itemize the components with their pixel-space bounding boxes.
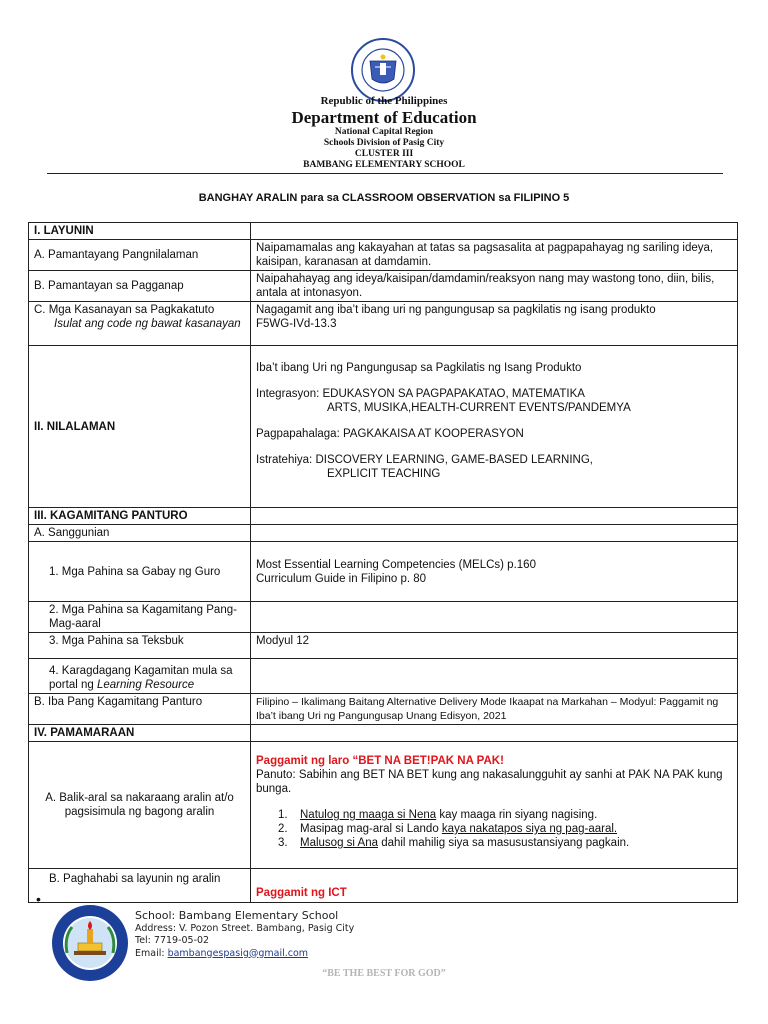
section-heading: II. NILALAMAN bbox=[29, 346, 251, 508]
underlined-text: Malusog si Ana bbox=[300, 837, 378, 849]
section-heading: III. KAGAMITANG PANTURO bbox=[29, 508, 251, 525]
table-row bbox=[29, 742, 738, 869]
region-line: National Capital Region bbox=[334, 127, 434, 137]
list-item bbox=[278, 808, 732, 822]
table-row bbox=[29, 659, 738, 694]
table-row bbox=[29, 240, 738, 271]
school-line bbox=[135, 910, 354, 923]
nilalaman-cell bbox=[251, 346, 738, 508]
empty-cell bbox=[251, 508, 738, 525]
panuto-text: Panuto: Sabihin ang BET NA BET kung ang nakasalungguhit ay sanhi at PAK NA PAK kung bunga. bbox=[256, 769, 723, 795]
competency-code: F5WG-IVd-13.3 bbox=[256, 318, 337, 330]
school-motto: “BE THE BEST FOR GOD” bbox=[322, 968, 446, 979]
table-row bbox=[29, 525, 738, 542]
row-label: C. Mga Kasanayan sa Pagkakatuto bbox=[34, 304, 215, 316]
row-label: 4. Karagdagang Kagamitan mula sa portal ng bbox=[49, 665, 233, 691]
istratehiya-text: Istratehiya: DISCOVERY LEARNING, GAME-BASED LEARNING, bbox=[256, 454, 594, 466]
school-contact-info bbox=[135, 910, 354, 960]
integrasyon-text: Integrasyon: EDUKASYON SA PAGPAPAKATAO, MATEMATIKA bbox=[256, 388, 585, 400]
empty-cell bbox=[251, 525, 738, 542]
row-value: Filipino – Ikalimang Baitang Alternative Delivery Mode Ikaapat na Markahan – Modyul: Paggamit ng Iba’t ibang Uri ng Pangungusap Unang Edisyon, 2021 bbox=[251, 694, 738, 725]
document-title: BANGHAY ARALIN para sa CLASSROOM OBSERVATION sa FILIPINO 5 bbox=[198, 192, 570, 204]
table-row bbox=[29, 542, 738, 602]
row-value-cell bbox=[251, 302, 738, 346]
row-label: B. Iba Pang Kagamitang Panturo bbox=[29, 694, 251, 725]
list-text: Masipag mag-aral si Lando bbox=[300, 823, 442, 835]
table-row bbox=[29, 346, 738, 508]
email-line bbox=[135, 948, 354, 961]
tel-line: Tel: 7719-05-02 bbox=[135, 935, 210, 946]
empty-cell bbox=[251, 725, 738, 742]
row-label-italic: Learning Resource bbox=[96, 679, 195, 691]
table-row bbox=[29, 302, 738, 346]
section-heading-row bbox=[29, 725, 738, 742]
row-label: 1. Mga Pahina sa Gabay ng Guro bbox=[29, 542, 251, 602]
school-line: BAMBANG ELEMENTARY SCHOOL bbox=[303, 160, 465, 170]
school-name: Bambang Elementary School bbox=[178, 909, 339, 922]
section-heading: IV. PAMAMARAAN bbox=[29, 725, 251, 742]
table-row bbox=[29, 633, 738, 659]
row-label-cell bbox=[29, 302, 251, 346]
list-item bbox=[278, 836, 732, 850]
table-row bbox=[29, 271, 738, 302]
row-label: B. Paghahabi sa layunin ng aralin bbox=[29, 869, 251, 903]
row-value: Paggamit ng ICT bbox=[251, 869, 738, 903]
empty-cell bbox=[251, 659, 738, 694]
row-value-cell bbox=[251, 542, 738, 602]
department-name: Department of Education bbox=[291, 108, 477, 127]
row-label: B. Pamantayan sa Pagganap bbox=[29, 271, 251, 302]
email-prefix: Email: bbox=[135, 947, 168, 959]
table-row bbox=[29, 869, 738, 903]
empty-cell bbox=[251, 602, 738, 633]
section-heading: I. LAYUNIN bbox=[29, 223, 251, 240]
integrasyon-text-cont: ARTS, MUSIKA,HEALTH-CURRENT EVENTS/PANDEMYA bbox=[327, 402, 631, 414]
row-value: Naipamamalas ang kakayahan at tatas sa pagsasalita at pagpapahayag ng sariling ideya, kaisipan, karanasan at damdamin. bbox=[251, 240, 738, 271]
table-row bbox=[29, 602, 738, 633]
header-divider bbox=[47, 173, 723, 174]
school-prefix: School: bbox=[135, 909, 179, 922]
section-heading-row bbox=[29, 223, 738, 240]
section-heading-row bbox=[29, 508, 738, 525]
list-number: 1. bbox=[278, 809, 288, 821]
row-value: Naipahahayag ang ideya/kaisipan/damdamin/reaksyon nang may wastong tono, diin, bilis, antala at intonasyon. bbox=[251, 271, 738, 302]
division-line: Schools Division of Pasig City bbox=[323, 138, 445, 148]
row-value: Most Essential Learning Competencies (MELCs) p.160 bbox=[256, 558, 536, 571]
lesson-plan-table bbox=[28, 222, 738, 903]
underlined-text: kaya nakatapos siya ng pag-aaral. bbox=[441, 823, 618, 835]
underlined-text: Natulog ng maaga si Nena bbox=[300, 809, 437, 821]
table-row bbox=[29, 694, 738, 725]
email-link[interactable]: bambangespasig@gmail.com bbox=[167, 947, 309, 959]
example-list bbox=[256, 808, 732, 850]
republic-line: Republic of the Philippines bbox=[320, 95, 448, 107]
row-note: Isulat ang code ng bawat kasanayan bbox=[54, 318, 241, 330]
row-value: Nagagamit ang iba’t ibang uri ng pangungusap sa pagkilatis ng isang produkto bbox=[256, 304, 656, 316]
game-title: Paggamit ng laro “BET NA BET!PAK NA PAK! bbox=[256, 755, 504, 767]
list-number: 2. bbox=[278, 823, 288, 835]
list-number: 3. bbox=[278, 837, 288, 849]
list-text: kay maaga rin siyang nagising. bbox=[436, 809, 598, 821]
empty-cell bbox=[251, 223, 738, 240]
istratehiya-text-cont: EXPLICIT TEACHING bbox=[327, 468, 441, 480]
cluster-line: CLUSTER III bbox=[354, 149, 414, 159]
address-line: Address: V. Pozon Street. Bambang, Pasig City bbox=[135, 922, 355, 934]
row-value: Curriculum Guide in Filipino p. 80 bbox=[256, 572, 427, 585]
row-label: A. Sanggunian bbox=[29, 525, 251, 542]
deped-seal-logo bbox=[350, 37, 416, 103]
row-label-cell bbox=[29, 659, 251, 694]
row-label: 2. Mga Pahina sa Kagamitang Pang-Mag-aaral bbox=[29, 602, 251, 633]
pagpapahalaga-text: Pagpapahalaga: PAGKAKAISA AT KOOPERASYON bbox=[256, 428, 524, 440]
row-label: A. Pamantayang Pangnilalaman bbox=[29, 240, 251, 271]
row-label: 3. Mga Pahina sa Teksbuk bbox=[29, 633, 251, 659]
topic-text: Iba’t ibang Uri ng Pangungusap sa Pagkilatis ng Isang Produkto bbox=[256, 362, 582, 374]
list-item bbox=[278, 822, 732, 836]
balik-aral-cell bbox=[251, 742, 738, 869]
bullet-dot: • bbox=[36, 891, 41, 907]
row-value: Modyul 12 bbox=[251, 633, 738, 659]
list-text: dahil mahilig siya sa masusustansiyang pagkain. bbox=[378, 837, 630, 849]
row-label: A. Balik-aral sa nakaraang aralin at/o pagsisimula ng bagong aralin bbox=[29, 742, 251, 869]
